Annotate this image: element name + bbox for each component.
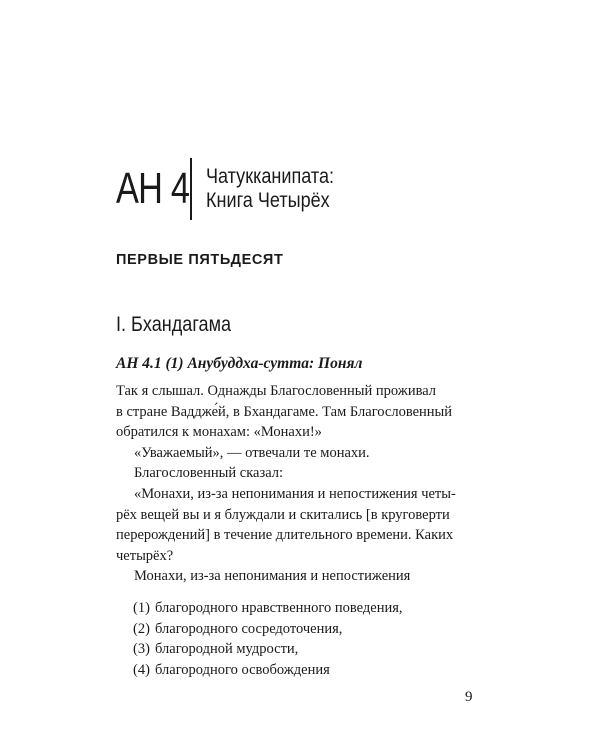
list-item-text: благородного нравственного поведения, [155,600,403,616]
chapter-title-line1: Чатукканипата: [205,165,334,188]
body-line: Благословенный сказал: [134,465,284,482]
chapter-title-line2: Книга Четырёх [205,189,330,212]
list-item-number: (3) [133,641,150,658]
list-item [133,598,403,619]
list-item [133,619,403,640]
body-line: «Уважаемый», — отвечали те монахи. [134,444,370,461]
chapter-header [116,157,354,221]
list-item-number: (1) [133,600,150,616]
body-line: четырёх? [116,547,174,564]
body-line: в стране Ваддже́й, в Бхандагаме. Там Благословенный [116,403,453,420]
list-item-number: (2) [133,620,150,637]
body-line: Монахи, из-за непонимания и непостижения [134,568,411,585]
body-line: Так я слышал. Однажды Благословенный проживал [116,383,437,399]
body-line: рёх вещей вы и я блуждали и скитались [в круговерти [116,506,450,523]
body-text [116,381,476,587]
chapter-divider [190,158,192,220]
list-item [133,660,403,681]
chapter-title [206,165,334,213]
list-item [133,639,403,660]
enumerated-list [133,598,403,680]
list-item-text: благородного сосредоточения, [155,620,343,637]
list-item-number: (4) [133,661,150,678]
sutta-title: АН 4.1 (1) Анубуддха-сутта: Понял [116,355,363,372]
vagga-title: I. Бхандагама [116,313,232,336]
body-line: обратился к монахам: «Монахи!» [116,424,322,441]
list-item-text: благородного освобождения [155,661,330,678]
page-number: 9 [465,689,473,705]
chapter-code: АН 4 [116,164,190,213]
section-heading: ПЕРВЫЕ ПЯТЬДЕСЯТ [116,252,284,268]
body-line: «Монахи, из-за непонимания и непостижения четы- [134,485,456,502]
list-item-text: благородной мудрости, [155,641,299,658]
body-line: перерождений] в течение длительного времени. Каких [116,527,454,544]
